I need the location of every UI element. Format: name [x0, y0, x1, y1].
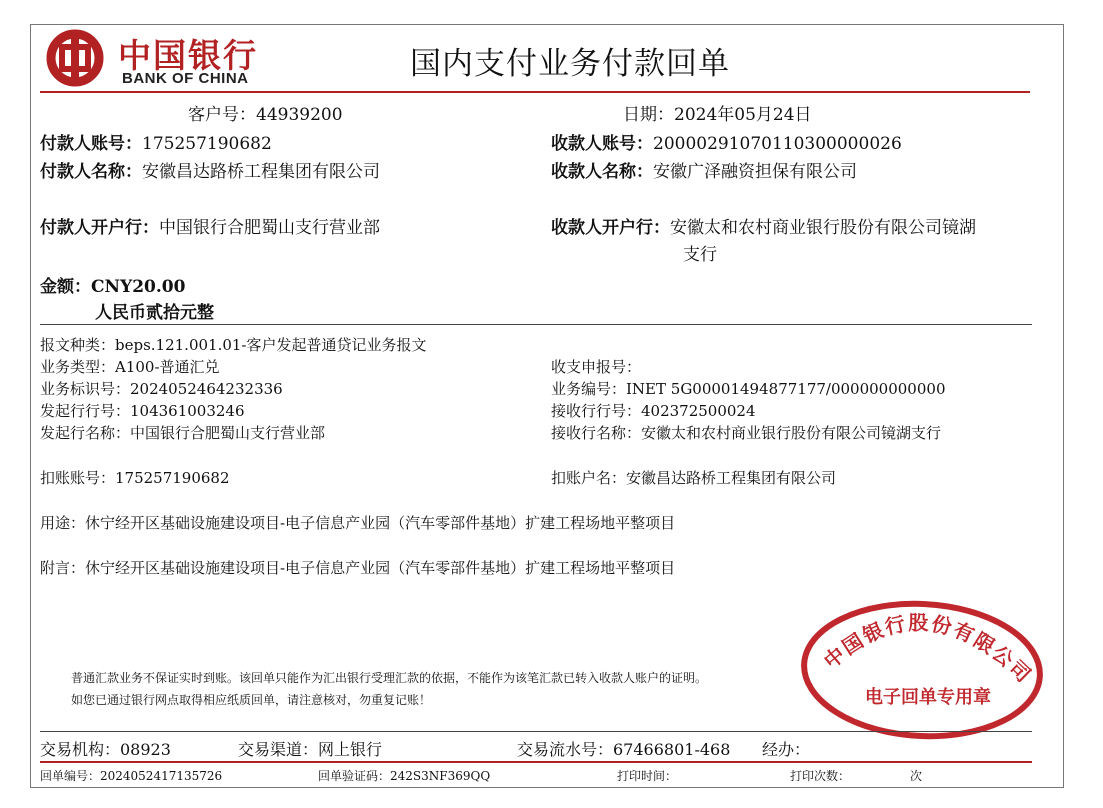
transaction-channel: 交易渠道：网上银行 — [238, 740, 383, 759]
bank-of-china-logo-icon — [40, 28, 110, 88]
notice-line-2: 如您已通过银行网点取得相应纸质回单，请注意核对，勿重复记账！ — [71, 693, 432, 707]
transaction-org: 交易机构：08923 — [40, 740, 171, 759]
receiving-bank-name: 接收行名称：安徽太和农村商业银行股份有限公司镜湖支行 — [551, 424, 942, 442]
footer-top-divider — [40, 731, 1032, 732]
debit-account: 扣账账号：175257190682 — [40, 469, 230, 487]
payer-account: 付款人账号：175257190682 — [40, 134, 272, 154]
message-type: 报文种类：beps.121.001.01-客户发起普通贷记业务报文 — [40, 336, 427, 354]
business-type: 业务类型：A100-普通汇兑 — [40, 358, 220, 376]
amount-in-words: 人民币贰拾元整 — [95, 303, 214, 323]
page-title: 国内支付业务付款回单 — [410, 46, 730, 82]
handler: 经办： — [762, 740, 811, 759]
bank-name-cn: 中国银行 — [118, 36, 258, 75]
official-seal-stamp — [795, 596, 1045, 742]
amount: 金额：CNY20.00 — [40, 277, 186, 297]
debit-account-name: 扣账户名：安徽昌达路桥工程集团有限公司 — [551, 469, 837, 487]
payee-bank: 收款人开户行：安徽太和农村商业银行股份有限公司镜湖 — [551, 218, 976, 238]
originating-bank-no: 发起行行号：104361003246 — [40, 402, 245, 420]
remittance-declaration-no: 收支申报号： — [551, 358, 642, 376]
bank-name-en: BANK OF CHINA — [122, 70, 249, 87]
footer-divider — [40, 761, 1032, 763]
header-divider — [40, 91, 1030, 93]
payee-bank-line2: 支行 — [683, 245, 717, 265]
notice-line-1: 普通汇款业务不保证实时到账。该回单只能作为汇出银行受理汇款的依据，不能作为该笔汇款已转入收款人账户的证明。 — [71, 671, 708, 685]
section-divider — [40, 324, 1032, 325]
date: 日期：2024年05月24日 — [623, 105, 812, 125]
purpose: 用途：休宁经开区基础设施建设项目-电子信息产业园（汽车零部件基地）扩建工程场地平整项目 — [40, 514, 676, 532]
payer-bank: 付款人开户行：中国银行合肥蜀山支行营业部 — [40, 218, 380, 238]
payee-name: 收款人名称：安徽广泽融资担保有限公司 — [551, 162, 857, 182]
business-no: 业务编号：INET 5G00001494877177/000000000000 — [551, 380, 946, 398]
customer-no: 客户号：44939200 — [188, 105, 343, 125]
verification-code: 回单验证码：242S3NF369QQ — [318, 769, 491, 783]
print-count-label: 打印次数： — [790, 769, 851, 783]
print-time: 打印时间： — [617, 769, 678, 783]
receipt-number: 回单编号：2024052417135726 — [40, 769, 223, 783]
receiving-bank-no: 接收行行号：402372500024 — [551, 402, 756, 420]
payer-name: 付款人名称：安徽昌达路桥工程集团有限公司 — [40, 162, 380, 182]
stamp-bottom-text: 电子回单专用章 — [865, 687, 991, 708]
originating-bank-name: 发起行名称：中国银行合肥蜀山支行营业部 — [40, 424, 326, 442]
print-count-unit: 次 — [910, 769, 923, 783]
transaction-serial: 交易流水号：67466801-468 — [517, 740, 731, 759]
stamp-top-text: 中国银行股份有限公司 — [819, 610, 1037, 689]
payee-account: 收款人账号：20000291070110300000026 — [551, 134, 902, 154]
business-id: 业务标识号：2024052464232336 — [40, 380, 283, 398]
postscript: 附言：休宁经开区基础设施建设项目-电子信息产业园（汽车零部件基地）扩建工程场地平整项目 — [40, 559, 676, 577]
